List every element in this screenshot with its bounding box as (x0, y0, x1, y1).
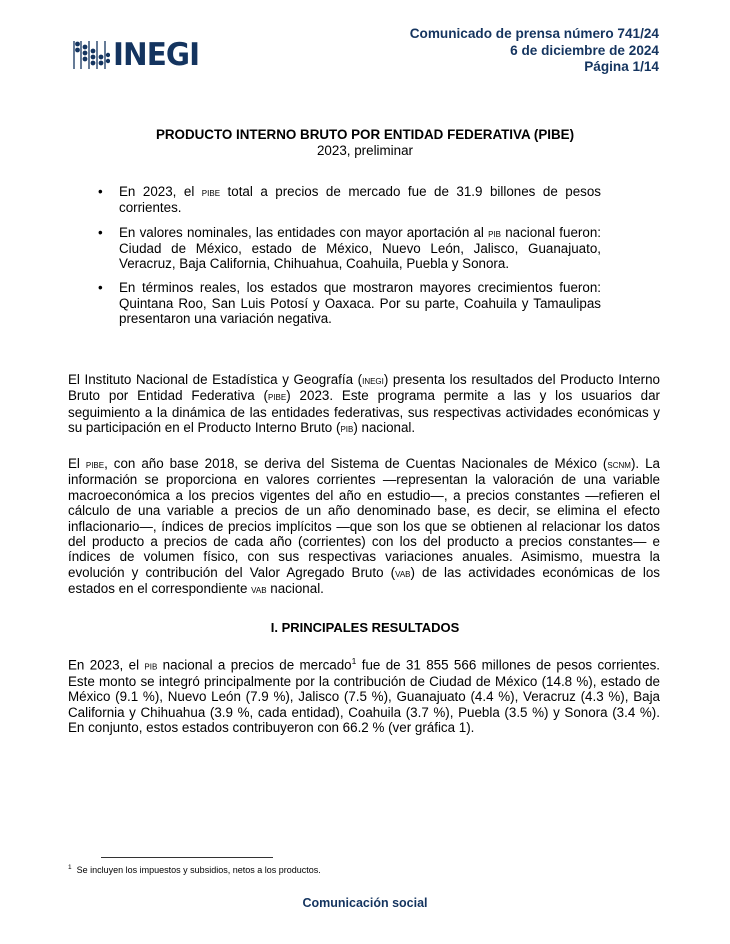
abbreviation: scnm (607, 457, 631, 471)
document-header (410, 26, 659, 76)
text: El Instituto Nacional de Estadística y Geografía ( (68, 372, 363, 387)
document-subtitle: 2023, preliminar (316, 143, 414, 158)
highlight-item (98, 280, 601, 326)
inegi-logo-symbol-icon (72, 39, 110, 71)
text: En 2023, el (68, 657, 145, 673)
bullet-icon: • (98, 280, 103, 296)
text: ) nacional. (353, 420, 416, 436)
text: En 2023, el (119, 184, 202, 199)
text: ) de las actividades económicas de los estados en el correspondiente (68, 564, 660, 597)
text: ). La información se proporciona en valores corrientes —representan la valoración de una variable macroeconómica a los precios vigentes del año en estudio—, a precios constantes —refieren el cálculo de una variable a precios de un año denominado base, es decir, se elimina el efecto inflacionario—, índices de precios implícitos —que son los que se obtienen al relacionar los datos del producto a precios de cada año (corrientes) con los del producto a precios constantes— e índices de volumen físico, con sus respectivas variaciones anuales. Asimismo, muestra la evolución y contribución del Valor Agregado Bruto ( (68, 456, 660, 580)
text: nacional. (266, 581, 324, 597)
press-release-number: Comunicado de prensa número 741/24 (409, 26, 659, 41)
text: En valores nominales, las entidades con mayor aportación al (119, 224, 489, 240)
highlight-item (98, 225, 601, 272)
highlights-list (98, 184, 601, 335)
footnote-reference[interactable]: 1 (351, 656, 357, 666)
logo-text: INEGI (113, 37, 200, 73)
abbreviation: pibe (201, 185, 221, 199)
text: En términos reales, los estados que mostraron mayores crecimientos fueron: Quintana Roo, San Luis Potosí y Oaxaca. Por su parte, Coahuila y Tamaulipas presentaron una variación negativa. (119, 280, 601, 327)
section-heading: I. PRINCIPALES RESULTADOS (270, 620, 460, 635)
text: fue de 31 855 566 millones de pesos corrientes. Este monto se integró principalmente por la contribución de Ciudad de México (14.8 %), estado de México (9.1 %), Nuevo León (7.9 %), Jalisco (7.5 %), Guanajuato (4.4 %), Veracruz (4.3 %), Baja California y Chihuahua (3.9 %, cada entidad), Coahuila (3.7 %), Puebla (3.5 %) y Sonora (3.4 %). En conjunto, estos estados contribuyeron con 66.2 % (ver gráfica 1). (68, 657, 660, 736)
text: ) presenta los resultados del Producto Interno Bruto por Entidad Federativa ( (68, 372, 660, 404)
bullet-icon: • (98, 224, 103, 240)
document-title: PRODUCTO INTERNO BRUTO POR ENTIDAD FEDERATIVA (PIBE) (155, 127, 575, 142)
abbreviation: pib (340, 421, 354, 436)
results-paragraph (68, 654, 660, 736)
footnote-text: Se incluyen los impuestos y subsidios, netos a los productos. (76, 865, 321, 875)
methodology-paragraph (68, 456, 660, 598)
abbreviation: pibe (267, 389, 287, 404)
text: nacional a precios de mercado (157, 657, 352, 673)
abbreviation: pib (488, 225, 502, 240)
inegi-logo (72, 38, 204, 72)
text: ) 2023. Este programa permite a las y los usuarios dar seguimiento a la dinámica de las entidades federativas, sus respectivas actividades económicas y su participación en el Producto Interno Bruto ( (68, 388, 660, 436)
text: total a precios de mercado fue de 31.9 billones de pesos corrientes. (119, 184, 601, 216)
text: El (68, 456, 86, 471)
abbreviation: pibe (85, 457, 105, 471)
abbreviation: inegi (362, 373, 384, 387)
page-footer: Comunicación social (302, 896, 428, 910)
footnote-divider (101, 857, 273, 858)
abbreviation: vab (395, 565, 411, 580)
abbreviation: pib (144, 658, 158, 673)
abbreviation: vab (251, 582, 267, 597)
intro-paragraph (68, 372, 660, 437)
highlight-item (98, 184, 601, 216)
page-number: Página 1/14 (584, 59, 659, 74)
text: nacional fueron: Ciudad de México, estado de México, Nuevo León, Jalisco, Guanajuato, Veracruz, Baja California, Chihuahua, Coahuila, Puebla y Sonora. (119, 224, 601, 272)
release-date: 6 de diciembre de 2024 (510, 42, 659, 58)
footnote (68, 864, 321, 875)
footnote-mark: 1 (68, 864, 72, 871)
bullet-icon: • (98, 184, 103, 199)
text: , con año base 2018, se deriva del Sistema de Cuentas Nacionales de México ( (104, 456, 608, 471)
title-block (0, 127, 730, 159)
